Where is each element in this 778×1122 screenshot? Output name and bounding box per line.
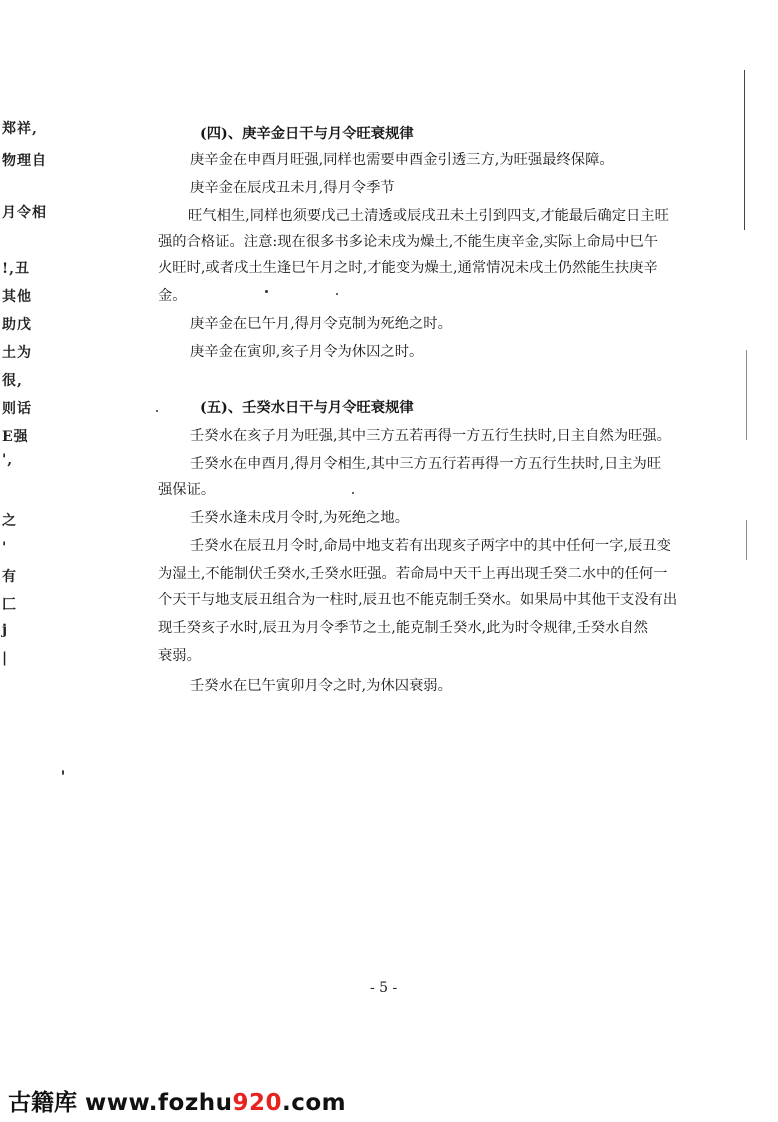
bleed-text: 则话 <box>2 401 32 417</box>
bleed-text: 其他 <box>2 289 32 305</box>
scan-speck <box>265 290 268 293</box>
scan-edge-mark <box>746 520 747 560</box>
paragraph-line: 壬癸水在申酉月,得月令相生,其中三方五行若再得一方五行生扶时,日主为旺 <box>190 456 662 472</box>
bleed-text: 土为 <box>2 345 32 361</box>
bleed-text: 月令相 <box>2 205 47 221</box>
paragraph-line: 强的合格证。注意:现在很多书多论未戌为燥土,不能生庚辛金,实际上命局中巳午 <box>158 234 658 250</box>
bleed-text: 之 <box>2 513 17 529</box>
bleed-text: 有 <box>2 569 17 585</box>
scan-speck <box>352 492 354 494</box>
bleed-text: 匚 <box>2 597 17 613</box>
scan-speck <box>62 770 64 775</box>
bleed-text: 助戊 <box>2 317 32 333</box>
paragraph-line: 壬癸水在亥子月为旺强,其中三方五若再得一方五行生扶时,日主自然为旺强。 <box>190 428 671 444</box>
scan-speck <box>336 293 338 295</box>
bleed-text: 物理自 <box>2 153 47 169</box>
paragraph-line: 旺气相生,同样也须要戊己土清透或辰戌丑未土引到四支,才能最后确定日主旺 <box>188 208 669 224</box>
paragraph-line: 庚辛金在辰戌丑未月,得月令季节 <box>190 180 395 196</box>
paragraph-line: 强保证。 <box>158 482 216 498</box>
scan-edge-mark <box>746 350 747 440</box>
paragraph-line: 壬癸水在巳午寅卯月令之时,为休囚衰弱。 <box>190 678 452 694</box>
bleed-text: j <box>2 622 9 638</box>
bleed-text: 很, <box>2 373 23 389</box>
paragraph-line: 金。 <box>158 288 187 304</box>
bleed-text: | <box>2 650 9 666</box>
section-heading: (四)、庚辛金日干与月令旺衰规律 <box>200 126 414 142</box>
paragraph-line: 壬癸水逢未戌月令时,为死绝之地。 <box>190 510 409 526</box>
paragraph-line: 火旺时,或者戌土生逢巳午月之时,才能变为燥土,通常情况未戌土仍然能生扶庚辛 <box>158 260 658 276</box>
site-watermark <box>8 1084 346 1117</box>
section-heading: (五)、壬癸水日干与月令旺衰规律 <box>200 400 414 416</box>
paragraph-line: 庚辛金在寅卯,亥子月令为休囚之时。 <box>190 344 424 360</box>
paragraph-line: 个天干与地支辰丑组合为一柱时,辰丑也不能克制壬癸水。如果局中其他干支没有出 <box>158 592 678 608</box>
bleed-text: E强 <box>2 429 29 445</box>
bleed-text: !,丑 <box>2 261 31 277</box>
paragraph-line: 现壬癸亥子水时,辰丑为月令季节之土,能克制壬癸水,此为时令规律,壬癸水自然 <box>158 620 648 636</box>
paragraph-line: 壬癸水在辰丑月令时,命局中地支若有出现亥子两字中的其中任何一字,辰丑变 <box>190 538 671 554</box>
bleed-text: ' <box>2 540 8 556</box>
bleed-text: ', <box>2 452 14 468</box>
scan-edge-mark <box>744 70 745 230</box>
bleed-text: 郑祥, <box>2 121 38 137</box>
paragraph-line: 为湿土,不能制伏壬癸水,壬癸水旺强。若命局中天干上再出现壬癸二水中的任何一 <box>158 566 668 582</box>
watermark-url: www.fozhu920.com <box>85 1090 347 1116</box>
scan-speck <box>156 410 158 412</box>
page-number: - 5 - <box>370 980 398 996</box>
paragraph-line: 庚辛金在巳午月,得月令克制为死绝之时。 <box>190 316 452 332</box>
watermark-brand: 古籍库 <box>8 1090 77 1116</box>
paragraph-line: 庚辛金在申酉月旺强,同样也需要申酉金引透三方,为旺强最终保障。 <box>190 152 614 168</box>
paragraph-line: 衰弱。 <box>158 648 201 664</box>
